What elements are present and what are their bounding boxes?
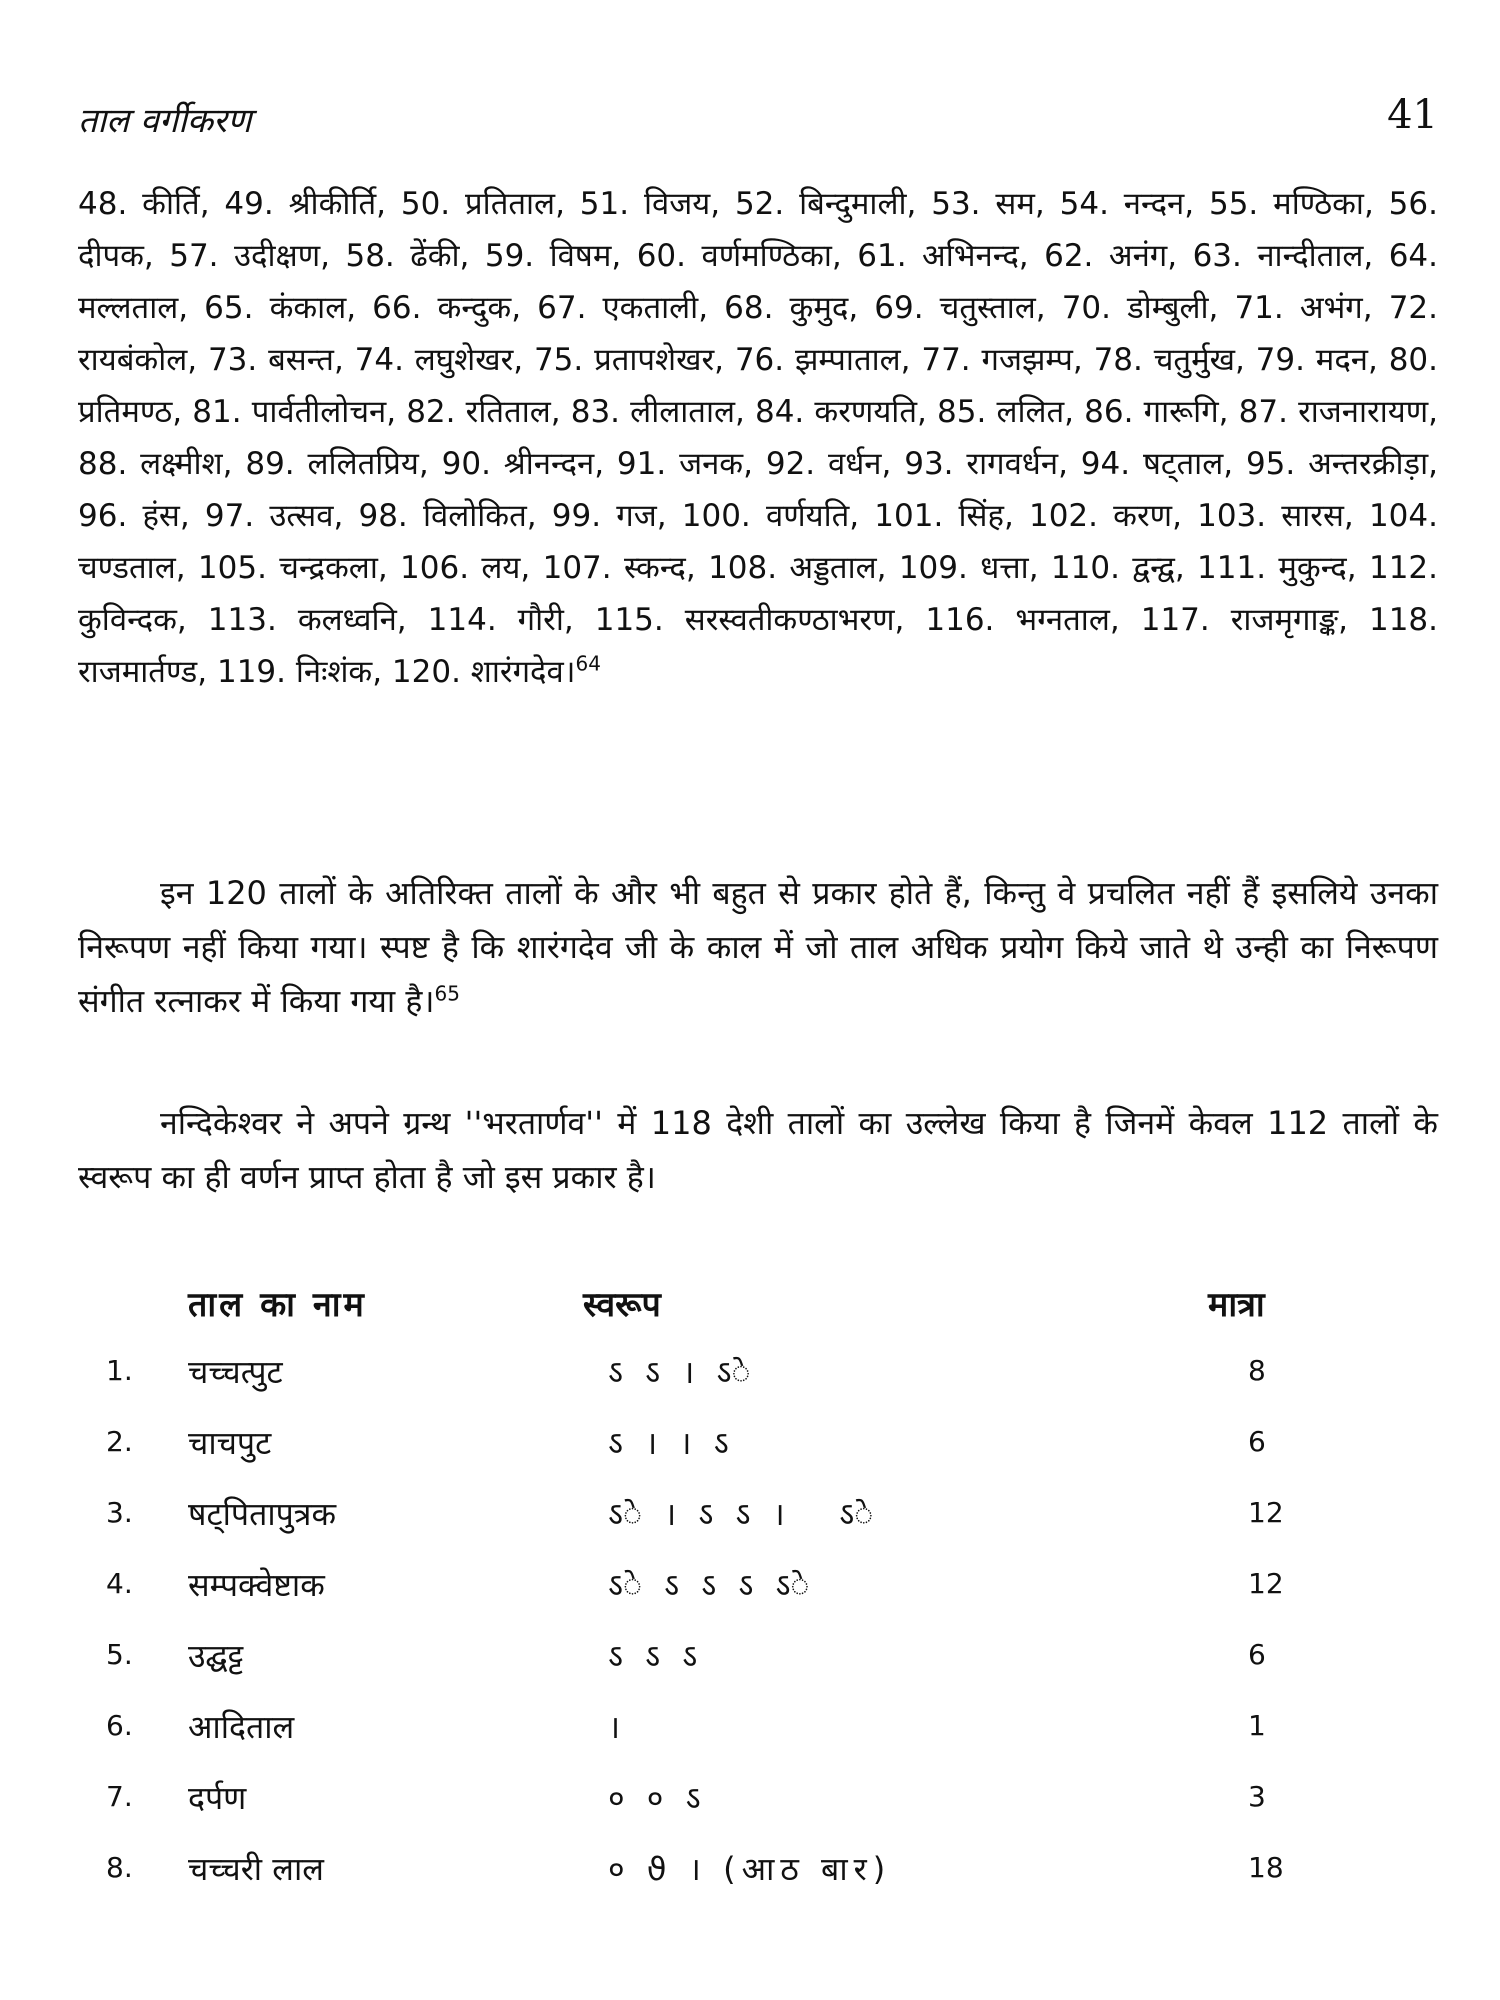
row-number: 5. [106,1638,133,1671]
tala-table [78,1270,1438,1908]
tala-form: ऽ ऽ ऽ [608,1637,704,1675]
tala-name: दर्पण [188,1779,247,1817]
tala-name: उद्घट्ट [188,1637,244,1675]
table-row [78,1482,1438,1553]
tala-matra: 6 [1248,1425,1266,1458]
tala-form: ऽे । ऽ ऽ । ऽे [608,1495,880,1533]
table-row [78,1340,1438,1411]
table-row [78,1837,1438,1908]
running-title: ताल वर्गीकरण [78,101,252,141]
paragraph-2-text: नन्दिकेश्वर ने अपने ग्रन्थ ''भरतार्णव'' में 118 देशी तालों का उल्लेख किया है जिनमें केवल 112 तालों के स्वरूप का ही वर्णन प्राप्त होता है जो इस प्रकार है। [78,1104,1438,1196]
tala-matra: 3 [1248,1780,1266,1813]
footnote-marker: 64 [575,651,601,676]
tala-form: ० ० ऽ [608,1779,707,1817]
tala-name: षट्पितापुत्रक [188,1495,337,1533]
tala-matra: 8 [1248,1354,1266,1387]
tala-matra: 1 [1248,1709,1266,1742]
header-tala-name: ताल का नाम [188,1285,367,1325]
header-form: स्वरूप [583,1285,661,1325]
row-number: 2. [106,1425,133,1458]
tala-matra: 12 [1248,1496,1284,1529]
tala-name: चच्चत्पुट [188,1353,283,1391]
tala-form: । [608,1708,627,1746]
page-number: 41 [1387,92,1438,138]
row-number: 7. [106,1780,133,1813]
paragraph-2 [78,1096,1438,1204]
row-number: 4. [106,1567,133,1600]
tala-list-text: 48. कीर्ति, 49. श्रीकीर्ति, 50. प्रतिताल, 51. विजय, 52. बिन्दुमाली, 53. सम, 54. नन्दन, 55. मण्ठिका, 56. दीपक, 57. उदीक्षण, 58. ढेंकी, 59. विषम, 60. वर्णमण्ठिका, 61. अभिनन्द, 62. अनंग, 63. नान्दीताल, 64. मल्लताल, 65. कंकाल, 66. कन्दुक, 67. एकताली, 68. कुमुद, 69. चतुस्ताल, 70. डोम्बुली, 71. अभंग, 72. रायबंकोल, 73. बसन्त, 74. लघुशेखर, 75. प्रतापशेखर, 76. झम्पाताल, 77. गजझम्प, 78. चतुर्मुख, 79. मदन, 80. प्रतिमण्ठ, 81. पार्वतीलोचन, 82. रतिताल, 83. लीलाताल, 84. करणयति, 85. ललित, 86. गारूगि, 87. राजनारायण, 88. लक्ष्मीश, 89. ललितप्रिय, 90. श्रीनन्दन, 91. जनक, 92. वर्धन, 93. रागवर्धन, 94. षट्ताल, 95. अन्तरक्रीड़ा, 96. हंस, 97. उत्सव, 98. विलोकित, 99. गज, 100. वर्णयति, 101. सिंह, 102. करण, 103. सारस, 104. चण्डताल, 105. चन्द्रकला, 106. लय, 107. स्कन्द, 108. अड्डताल, 109. धत्ता, 110. द्वन्द्व, 111. मुकुन्द, 112. कुविन्दक, 113. कलध्वनि, 114. गौरी, 115. सरस्वतीकण्ठाभरण, 116. भग्नताल, 117. राजमृगाङ्क, 118. राजमार्तण्ड, 119. निःशंक, 120. शारंगदेव। [78,186,1438,690]
tala-form: ० ϑ । (आठ बार) [608,1850,892,1888]
page-header [78,92,1438,156]
tala-name: सम्पक्वेष्टाक [188,1566,325,1604]
paragraph-1-text: इन 120 तालों के अतिरिक्त तालों के और भी बहुत से प्रकार होते हैं, किन्तु वे प्रचलित नहीं हैं इसलिये उनका निरूपण नहीं किया गया। स्पष्ट है कि शारंगदेव जी के काल में जो ताल अधिक प्रयोग किये जाते थे उन्ही का निरूपण संगीत रत्नाकर में किया गया है। [78,874,1438,1020]
tala-form: ऽ ऽ । ऽे [608,1353,757,1391]
footnote-marker: 65 [434,981,460,1006]
row-number: 1. [106,1354,133,1387]
paragraph-1 [78,866,1438,1028]
table-row [78,1624,1438,1695]
tala-matra: 18 [1248,1851,1284,1884]
tala-form: ऽ । । ऽ [608,1424,735,1462]
row-number: 8. [106,1851,133,1884]
table-row [78,1553,1438,1624]
table-row [78,1695,1438,1766]
tala-form: ऽे ऽ ऽ ऽ ऽे [608,1566,816,1604]
tala-list-paragraph [78,178,1438,698]
tala-name: आदिताल [188,1708,295,1746]
header-matra: मात्रा [1208,1285,1265,1325]
table-row [78,1411,1438,1482]
tala-matra: 6 [1248,1638,1266,1671]
table-header-row [78,1270,1438,1340]
row-number: 6. [106,1709,133,1742]
tala-matra: 12 [1248,1567,1284,1600]
tala-name: चाचपुट [188,1424,272,1462]
tala-name: चच्चरी लाल [188,1850,324,1888]
row-number: 3. [106,1496,133,1529]
table-row [78,1766,1438,1837]
